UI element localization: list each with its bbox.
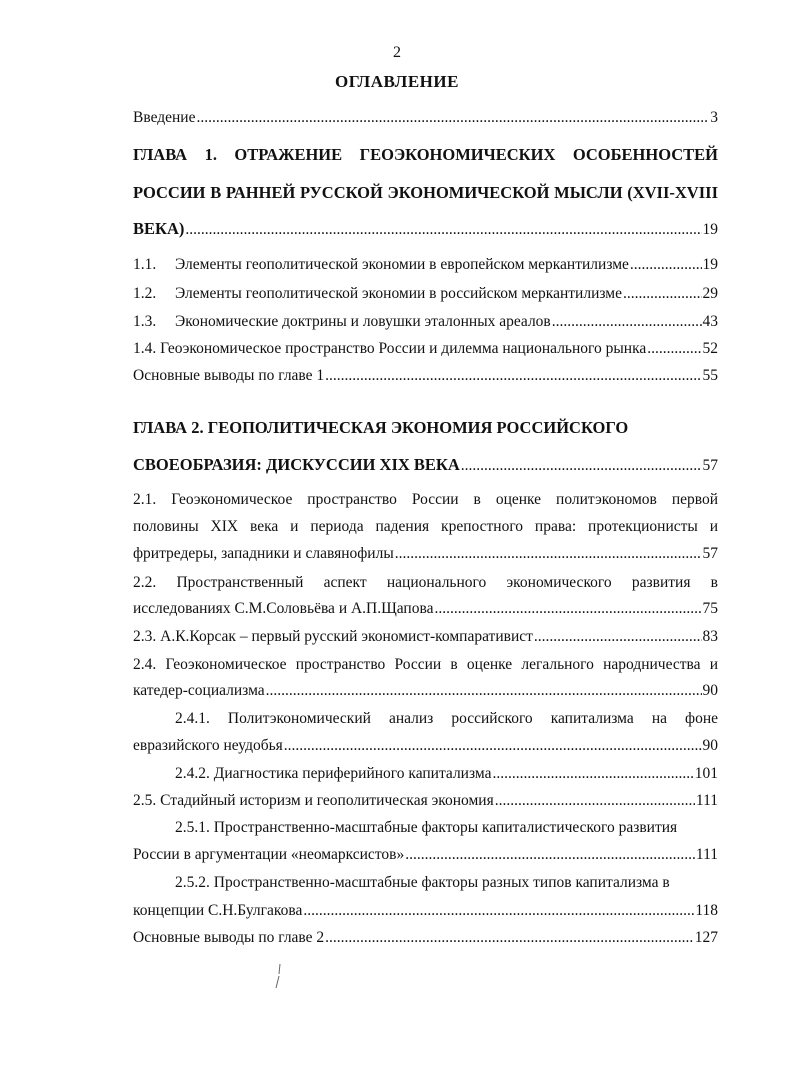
section-number: 1.3. [133, 313, 157, 330]
toc-page-number: 57 [702, 545, 718, 562]
toc-entry-text: исследованиях С.М.Соловьёва и А.П.Щапова [133, 600, 434, 617]
toc-entry-2-5-2-line1: 2.5.2. Пространственно-масштабные факторы разных типов капитализма в [175, 874, 670, 891]
leader-dots [461, 456, 702, 476]
toc-page-number: 43 [702, 313, 718, 330]
toc-entry-2-4-2[interactable] [133, 764, 718, 784]
toc-page-number: 111 [695, 792, 718, 809]
toc-entry-text: Элементы геополитической экономии в российском меркантилизме [175, 285, 622, 302]
toc-entry-2-4-1[interactable] [133, 736, 718, 756]
toc-entry-text: 1.4. Геоэкономическое пространство России и дилемма национального рынка [133, 340, 647, 357]
toc-page-number: 55 [702, 367, 718, 384]
toc-entry-text: евразийского неудобья [133, 737, 283, 754]
leader-dots [434, 599, 701, 619]
toc-entry-2-5[interactable] [133, 791, 718, 811]
leader-dots [196, 108, 709, 128]
toc-entry-conclusions-2[interactable] [133, 928, 718, 948]
toc-entry-text: фритредеры, западники и славянофилы [133, 545, 394, 562]
toc-entry-chapter-1[interactable] [133, 219, 718, 240]
toc-entry-text: концепции С.Н.Булгакова [133, 902, 303, 919]
toc-entry-2-1-line1: 2.1. Геоэкономическое пространство России в оценке политэкономов первой [133, 491, 718, 508]
chapter-1-heading-line1: ГЛАВА 1. ОТРАЖЕНИЕ ГЕОЭКОНОМИЧЕСКИХ ОСОБЕННОСТЕЙ [133, 145, 718, 164]
toc-page-number: 57 [702, 457, 718, 474]
section-number: 1.1. [133, 256, 157, 273]
leader-dots [266, 681, 702, 701]
leader-dots [495, 791, 695, 811]
toc-entry-intro[interactable] [133, 108, 718, 128]
leader-dots [492, 764, 693, 784]
toc-entry-2-5-2[interactable] [133, 901, 718, 921]
leader-dots [325, 366, 701, 386]
leader-dots [534, 627, 702, 647]
toc-page-number: 52 [702, 340, 718, 357]
toc-page-number: 3 [710, 109, 718, 126]
leader-dots [185, 220, 701, 240]
toc-entry-text: 2.4.2. Диагностика периферийного капитализма [175, 765, 492, 782]
chapter-2-heading-line1: ГЛАВА 2. ГЕОПОЛИТИЧЕСКАЯ ЭКОНОМИЯ РОССИЙСКОГО [133, 418, 629, 437]
toc-entry-text: России в аргументации «неомарксистов» [133, 846, 405, 863]
toc-entry-text: Основные выводы по главе 1 [133, 367, 325, 384]
toc-page-number: 19 [702, 256, 718, 273]
toc-entry-2-2-line1: 2.2. Пространственный аспект национального экономического развития в [133, 574, 718, 591]
leader-dots [647, 339, 701, 359]
leader-dots [552, 312, 702, 332]
toc-entry-2-3[interactable] [133, 627, 718, 647]
toc-entry-conclusions-1[interactable] [133, 366, 718, 386]
toc-page-number: 83 [702, 628, 718, 645]
toc-entry-text: Экономические доктрины и ловушки эталонных ареалов [175, 313, 551, 330]
toc-page-number: 75 [702, 600, 718, 617]
chapter-2-heading-line2: СВОЕОБРАЗИЯ: ДИСКУССИИ XIX ВЕКА [133, 455, 460, 474]
toc-entry-1-3[interactable] [133, 312, 718, 332]
toc-entry-2-1[interactable] [133, 544, 718, 564]
page-title: ОГЛАВЛЕНИЕ [335, 72, 459, 91]
toc-entry-2-5-1-line1: 2.5.1. Пространственно-масштабные факторы капиталистического развития [175, 819, 678, 836]
toc-entry-text: 2.5. Стадийный историзм и геополитическая экономия [133, 792, 494, 809]
leader-dots [303, 901, 694, 921]
page-number: 2 [393, 44, 401, 61]
chapter-1-heading-line3: ВЕКА) [133, 219, 185, 238]
toc-entry-text: Основные выводы по главе 2 [133, 929, 325, 946]
toc-entry-text: катедер-социализма [133, 682, 265, 699]
section-number: 1.2. [133, 285, 157, 302]
toc-page-number: 101 [694, 765, 718, 782]
scan-mark [274, 962, 284, 990]
leader-dots [623, 284, 702, 304]
toc-entry-chapter-2[interactable] [133, 455, 718, 476]
toc-page-number: 118 [695, 902, 718, 919]
leader-dots [395, 544, 702, 564]
toc-page-number: 127 [694, 929, 718, 946]
toc-entry-2-2[interactable] [133, 599, 718, 619]
leader-dots [630, 255, 702, 275]
toc-entry-2-1-line2: половины XIX века и периода падения крепостного права: протекционисты и [133, 518, 718, 535]
toc-entry-text: Введение [133, 109, 196, 126]
toc-page-number: 90 [702, 682, 718, 699]
toc-entry-1-4[interactable] [133, 339, 718, 359]
toc-entry-1-2[interactable] [133, 284, 718, 304]
chapter-1-heading-line2: РОССИИ В РАННЕЙ РУССКОЙ ЭКОНОМИЧЕСКОЙ МЫСЛИ (XVII-XVIII [133, 183, 718, 202]
toc-page-number: 29 [702, 285, 718, 302]
toc-entry-1-1[interactable] [133, 255, 718, 275]
toc-entry-2-5-1[interactable] [133, 845, 718, 865]
toc-entry-text: 2.3. А.К.Корсак – первый русский экономист-компаративист [133, 628, 533, 645]
toc-entry-2-4[interactable] [133, 681, 718, 701]
toc-entry-text: Элементы геополитической экономии в европейском меркантилизме [175, 256, 629, 273]
leader-dots [325, 928, 694, 948]
toc-page-number: 90 [702, 737, 718, 754]
toc-entry-2-4-1-line1: 2.4.1. Политэкономический анализ российского капитализма на фоне [175, 710, 718, 727]
leader-dots [284, 736, 702, 756]
toc-entry-2-4-line1: 2.4. Геоэкономическое пространство России в оценке легального народничества и [133, 656, 718, 673]
toc-page-number: 19 [702, 221, 718, 238]
toc-page-number: 111 [695, 846, 718, 863]
leader-dots [405, 845, 695, 865]
